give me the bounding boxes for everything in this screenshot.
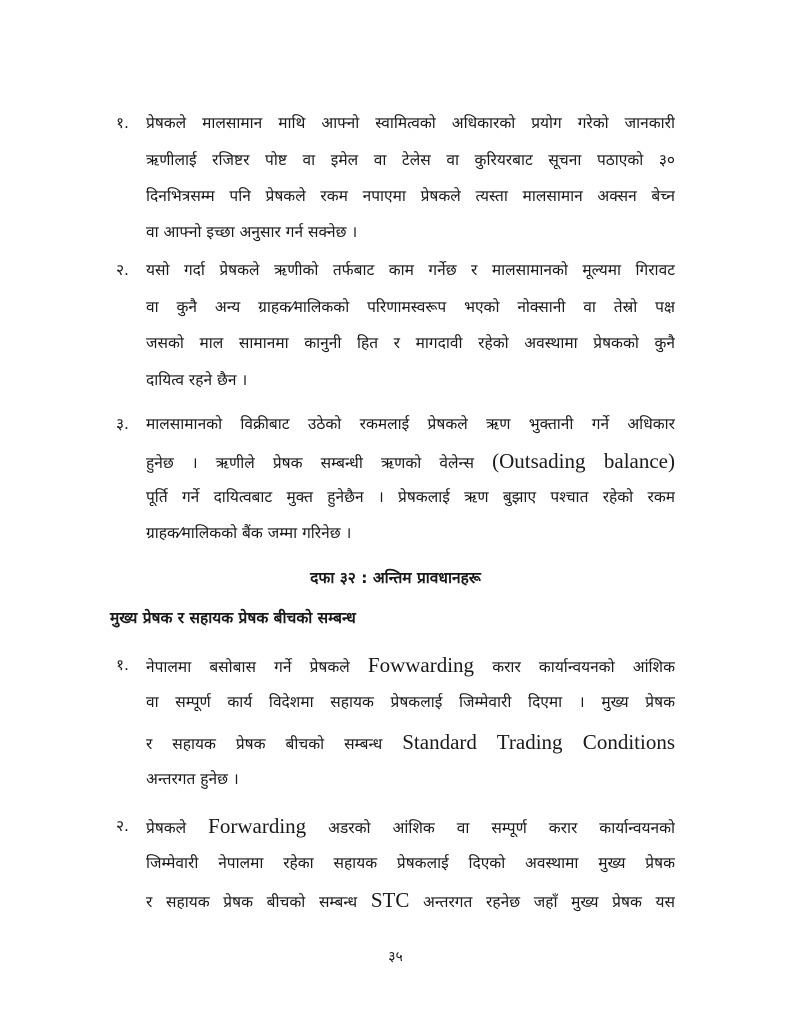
clause-line: दिनभित्रसम्म पनि प्रेषकले रकम नपाएमा प्रेषकले त्यस्ता मालसामान अक्सन बेच्न — [146, 187, 675, 205]
clause-line: अन्तरगत हुनेछ । — [146, 770, 239, 788]
clause-line: ऋणीलाई रजिष्टर पोष्ट वा इमेल वा टेलेस वा कुरियरबाट सूचना पठाएको ३० — [146, 151, 675, 169]
latin-term: Fowwarding — [367, 654, 475, 677]
clause-line — [146, 654, 675, 678]
clause-number: २. — [116, 817, 129, 835]
clause-text: प्रेषकले — [146, 819, 187, 837]
clause-line: दायित्व रहने छैन । — [146, 371, 248, 389]
clause-text: र सहायक प्रेषक बीचको सम्बन्ध — [146, 735, 383, 753]
clause-line: वा सम्पूर्ण कार्य विदेशमा सहायक प्रेषकलाई जिम्मेवारी दिएमा । मुख्य प्रेषक — [146, 693, 675, 711]
clause-line: वा कुनै अन्य ग्राहक⁄मालिकको परिणामस्वरूप भएको नोक्सानी वा तेस्रो पक्ष — [146, 298, 675, 316]
latin-term: (Outsading balance) — [492, 450, 675, 473]
clause-line: जिम्मेवारी नेपालमा रहेका सहायक प्रेषकलाई दिएको अवस्थामा मुख्य प्रेषक — [146, 854, 675, 872]
latin-term: Standard Trading Conditions — [402, 731, 675, 754]
clause-text: हुनेछ । ऋणीले प्रेषक सम्बन्धी ऋणको वेलेन्स — [146, 454, 475, 472]
latin-term: Forwarding — [208, 815, 307, 838]
clause-line: वा आफ्नो इच्छा अनुसार गर्न सक्नेछ । — [146, 223, 358, 241]
clause-line: यसो गर्दा प्रेषकले ऋणीको तर्फबाट काम गर्नेछ र मालसामानको मूल्यमा गिरावट — [146, 261, 675, 279]
page-number: ३५ — [388, 949, 403, 965]
clause-line: जसको माल सामानमा कानुनी हित र मागदावी रहेको अवस्थामा प्रेषकको कुनै — [146, 334, 675, 352]
clause-line — [146, 889, 675, 913]
clause-line — [146, 450, 675, 474]
clause-text: करार कार्यान्वयनको आंशिक — [492, 658, 675, 676]
clause-number: २. — [116, 261, 129, 279]
latin-term: STC — [370, 889, 410, 912]
section-heading: दफा ३२ : अन्तिम प्रावधानहरू — [310, 569, 481, 587]
clause-line — [146, 815, 675, 839]
clause-text: र सहायक प्रेषक बीचको सम्बन्ध — [146, 893, 358, 911]
clause-number: १. — [116, 114, 129, 132]
section-subheading: मुख्य प्रेषक र सहायक प्रेषक बीचको सम्बन्ध — [110, 609, 356, 627]
clause-line — [146, 731, 675, 755]
clause-line: मालसामानको विक्रीबाट उठेको रकमलाई प्रेषकले ऋण भुक्तानी गर्ने अधिकार — [146, 415, 675, 433]
clause-number: ३. — [116, 415, 129, 433]
clause-text: अडरको आंशिक वा सम्पूर्ण करार कार्यान्वयनको — [328, 819, 675, 837]
clause-text: अन्तरगत रहनेछ जहाँ मुख्य प्रेषक यस — [423, 893, 675, 911]
clause-number: १. — [116, 656, 129, 674]
clause-line: प्रेषकले मालसामान माथि आफ्नो स्वामित्वको अधिकारको प्रयोग गरेको जानकारी — [146, 114, 675, 132]
clause-line: ग्राहक⁄मालिकको बैंक जम्मा गरिनेछ । — [146, 524, 352, 542]
clause-line: पूर्ति गर्ने दायित्वबाट मुक्त हुनेछैन । प्रेषकलाई ऋण बुझाए पश्चात रहेको रकम — [146, 488, 675, 506]
clause-text: नेपालमा बसोबास गर्ने प्रेषकले — [146, 658, 350, 676]
